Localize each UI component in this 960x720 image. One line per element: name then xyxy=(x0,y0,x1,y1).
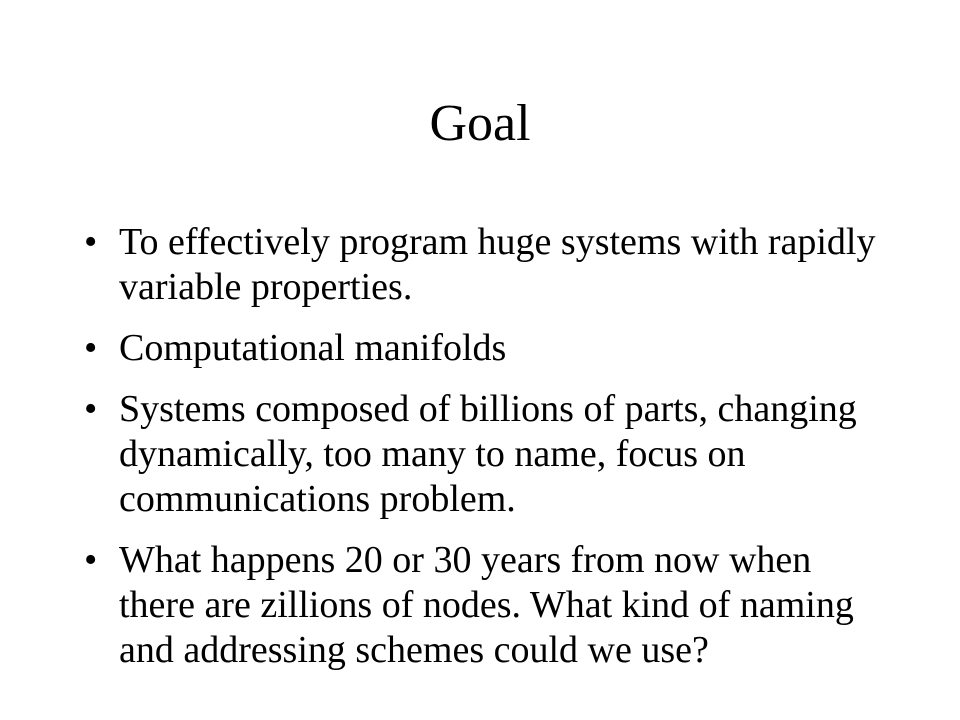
slide-title: Goal xyxy=(429,95,531,152)
bullet-icon: • xyxy=(84,388,98,430)
bullet-icon: • xyxy=(84,327,98,369)
bullet-list xyxy=(72,220,892,689)
bullet-text: Systems composed of billions of parts, changing dynamically, too many to name, focus on communications problem. xyxy=(119,388,857,520)
bullet-icon: • xyxy=(84,539,98,581)
bullet-text: To effectively program huge systems with rapidly variable properties. xyxy=(119,221,876,308)
bullet-item xyxy=(72,220,892,310)
bullet-item xyxy=(72,387,892,522)
bullet-text: What happens 20 or 30 years from now when there are zillions of nodes. What kind of naming and addressing schemes could we use? xyxy=(119,539,854,671)
bullet-item xyxy=(72,326,892,371)
bullet-icon: • xyxy=(84,221,98,263)
bullet-text: Computational manifolds xyxy=(119,327,507,369)
bullet-item xyxy=(72,538,892,673)
